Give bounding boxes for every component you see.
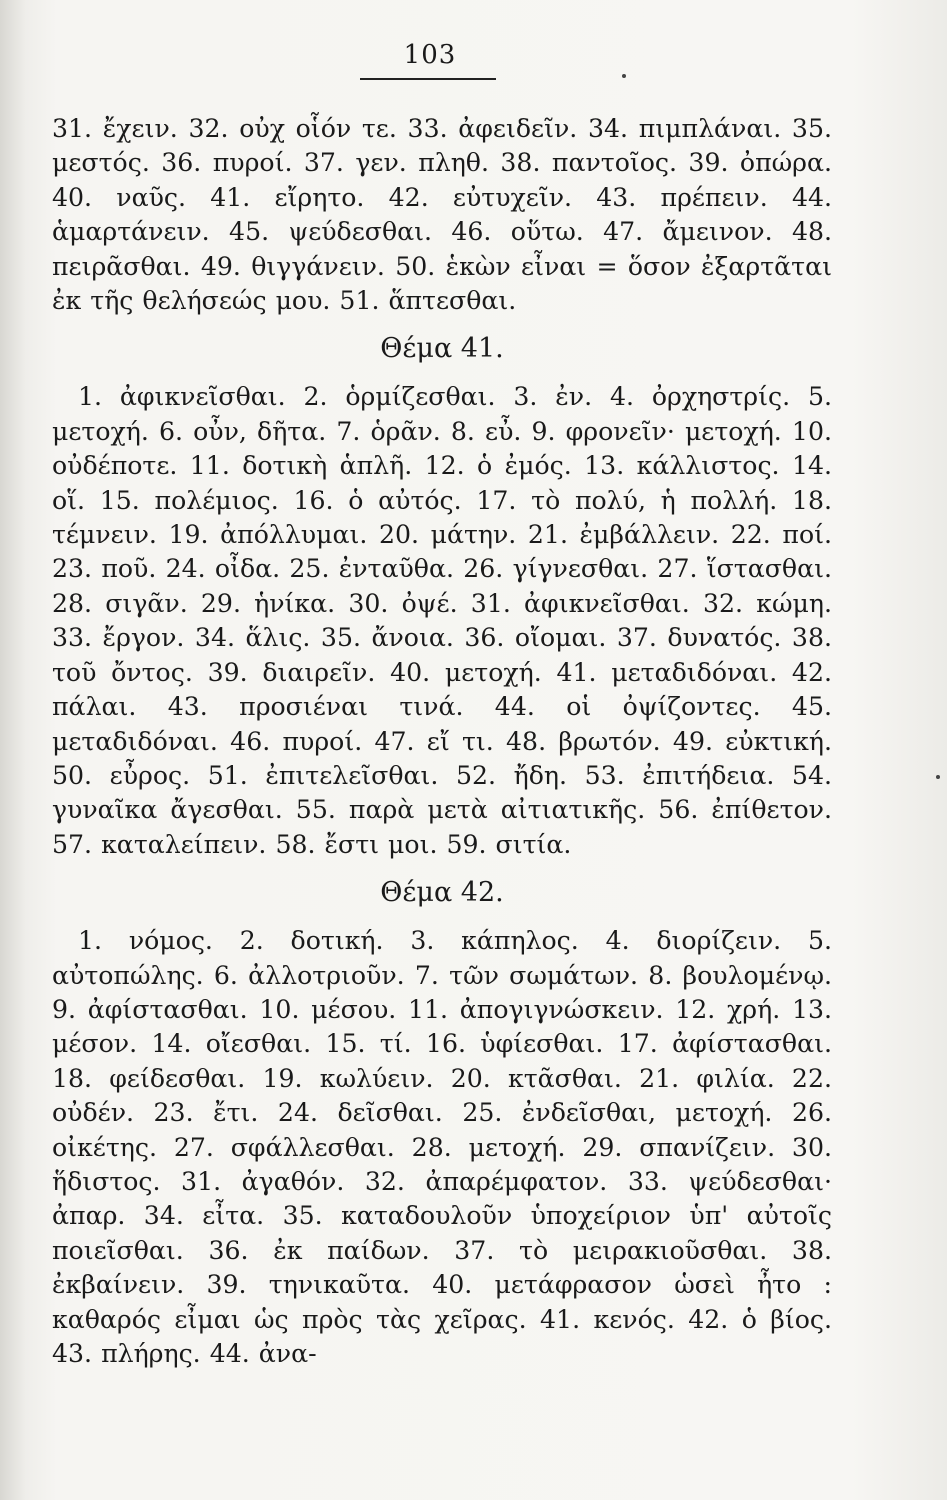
page-body: [52, 112, 832, 1371]
print-speck: [936, 775, 940, 779]
theme-42-text: 1. νόμος. 2. δοτική. 3. κάπηλος. 4. διορίζειν. 5. αὐτοπώλης. 6. ἀλλοτριοῦν. 7. τῶν σωμάτων. 8. βουλομένῳ. 9. ἀφίστασθαι. 10. μέσου. 11. ἀπογιγνώσκειν. 12. χρή. 13. μέσον. 14. οἴεσθαι. 15. τί. 16. ὑφίεσθαι. 17. ἀφίστασθαι. 18. φείδεσθαι. 19. κωλύειν. 20. κτᾶσθαι. 21. φιλία. 22. οὐδέν. 23. ἔτι. 24. δεῖσθαι. 25. ἐνδεῖσθαι, μετοχή. 26. οἰκέτης. 27. σφάλλεσθαι. 28. μετοχή. 29. σπανίζειν. 30. ἥδιστος. 31. ἀγαθόν. 32. ἀπαρέμφατον. 33. ψεύδεσθαι· ἀπαρ. 34. εἶτα. 35. καταδουλοῦν ὑποχείριον ὑπ' αὐτοῖς ποιεῖσθαι. 36. ἐκ παίδων. 37. τὸ μειρακιοῦσθαι. 38. ἐκβαίνειν. 39. τηνικαῦτα. 40. μετάφρασον ὡσεὶ ἦτο : καθαρός εἶμαι ὡς πρὸς τὰς χεῖρας. 41. κενός. 42. ὁ βίος. 43. πλήρης. 44. ἀνα-: [52, 926, 832, 1368]
theme-41-text: 1. ἀφικνεῖσθαι. 2. ὁρμίζεσθαι. 3. ἐν. 4. ὀρχηστρίς. 5. μετοχή. 6. οὖν, δῆτα. 7. ὁρᾶν. 8. εὖ. 9. φρονεῖν· μετοχή. 10. οὐδέποτε. 11. δοτικὴ ἁπλῆ. 12. ὁ ἐμός. 13. κάλλιστος. 14. οἵ. 15. πολέμιος. 16. ὁ αὐτός. 17. τὸ πολύ, ἡ πολλή. 18. τέμνειν. 19. ἀπόλλυμαι. 20. μάτην. 21. ἐμβάλλειν. 22. ποί. 23. ποῦ. 24. οἶδα. 25. ἐνταῦθα. 26. γίγνεσθαι. 27. ἵστασθαι. 28. σιγᾶν. 29. ἡνίκα. 30. ὀψέ. 31. ἀφικνεῖσθαι. 32. κώμη. 33. ἔργον. 34. ἅλις. 35. ἄνοια. 36. οἴομαι. 37. δυνατός. 38. τοῦ ὄντος. 39. διαιρεῖν. 40. μετοχή. 41. μεταδιδόναι. 42. πάλαι. 43. προσιέναι τινά. 44. οἱ ὀψίζοντες. 45. μεταδιδόναι. 46. πυροί. 47. εἴ τι. 48. βρωτόν. 49. εὐκτική. 50. εὖρος. 51. ἐπιτελεῖσθαι. 52. ἤδη. 53. ἐπιτήδεια. 54. γυναῖκα ἄγεσθαι. 55. παρὰ μετὰ αἰτιατικῆς. 56. ἐπίθετον. 57. καταλείπειν. 58. ἔστι μοι. 59. σιτία.: [52, 382, 832, 859]
theme-41-heading: Θέμα 41.: [380, 333, 504, 365]
theme-42-heading: Θέμα 42.: [380, 877, 504, 909]
page-number: 103: [403, 40, 457, 70]
section-40-answers: 31. ἔχειν. 32. οὐχ οἷόν τε. 33. ἀφειδεῖν. 34. πιμπλάναι. 35. μεστός. 36. πυροί. 37. γεν. πληθ. 38. παντοῖος. 39. ὀπώρα. 40. ναῦς. 41. εἴρητο. 42. εὐτυχεῖν. 43. πρέπειν. 44. ἁμαρτάνειν. 45. ψεύδεσθαι. 46. οὕτω. 47. ἄμεινον. 48. πειρᾶσθαι. 49. θιγγάνειν. 50. ἑκὼν εἶναι = ὅσον ἐξαρτᾶται ἐκ τῆς θελήσεώς μου. 51. ἅπτεσθαι.: [52, 114, 832, 316]
header-rule: [360, 78, 496, 80]
page-gutter-shadow: [0, 0, 26, 1500]
print-speck: [622, 74, 626, 78]
